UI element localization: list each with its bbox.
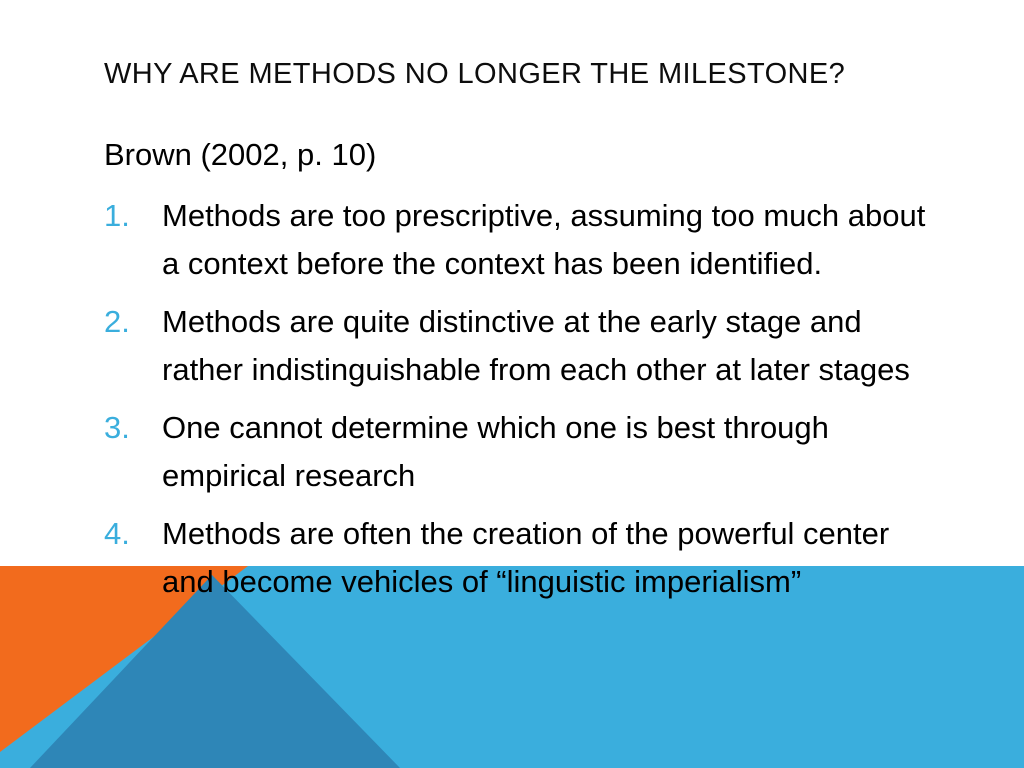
list-item-number: 3. bbox=[104, 410, 130, 445]
citation-line: Brown (2002, p. 10) bbox=[104, 137, 377, 172]
list-item bbox=[104, 298, 944, 394]
list-item-number: 1. bbox=[104, 198, 130, 233]
list-item-number: 4. bbox=[104, 516, 130, 551]
list-item bbox=[104, 404, 944, 500]
list-item bbox=[104, 510, 944, 606]
list-item-text: One cannot determine which one is best through empirical research bbox=[162, 410, 829, 493]
list-item-text: Methods are often the creation of the powerful center and become vehicles of “linguistic imperialism” bbox=[162, 516, 890, 599]
slide-content bbox=[104, 136, 944, 616]
list-item-text: Methods are quite distinctive at the early stage and rather indistinguishable from each other at later stages bbox=[162, 304, 910, 387]
slide-title: WHY ARE METHODS NO LONGER THE MILESTONE? bbox=[104, 58, 846, 90]
reasons-list bbox=[104, 192, 944, 606]
list-item-text: Methods are too prescriptive, assuming too much about a context before the context has been identified. bbox=[162, 198, 926, 281]
list-item-number: 2. bbox=[104, 304, 130, 339]
list-item bbox=[104, 192, 944, 288]
